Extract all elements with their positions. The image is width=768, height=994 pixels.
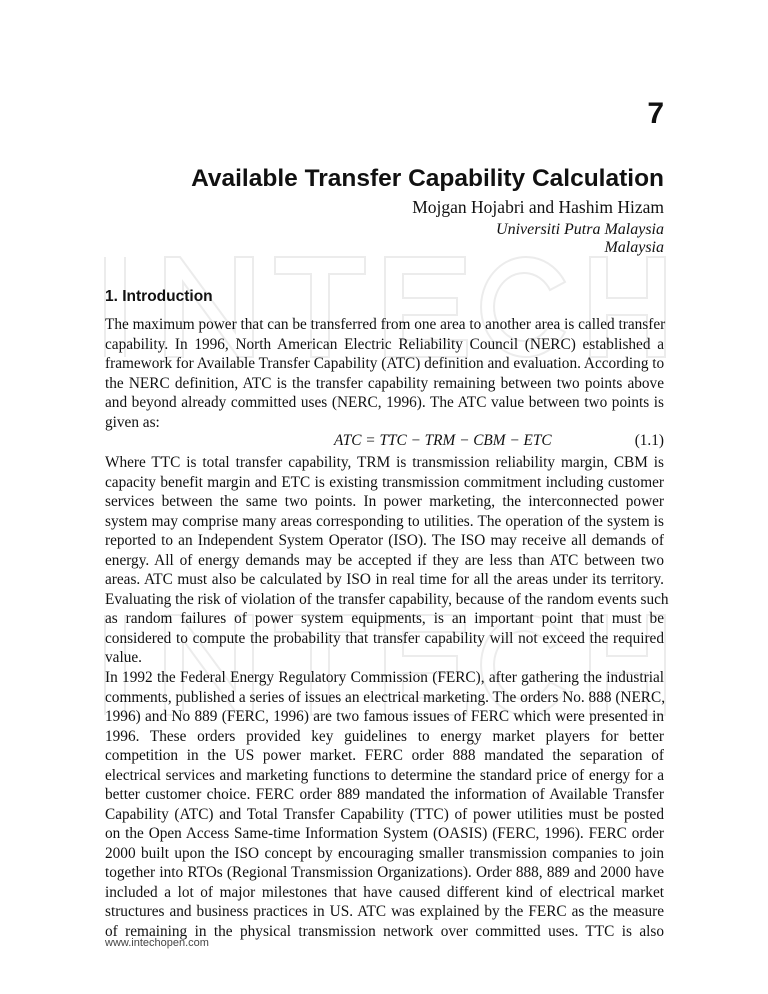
text-line: structures and business practices in US. ATC was explained by the FERC as the measure [105, 903, 664, 920]
text-line: on the Open Access Same-time Information System (OASIS) (FERC, 1996). FERC order [105, 825, 664, 842]
text-line: system may comprise many areas corresponding to utilities. The operation of the system is [105, 512, 664, 530]
text-line: and beyond already committed uses (NERC, 1996). The ATC value between two points is [105, 394, 664, 411]
text-line: considered to compute the probability that transfer capability will not exceed the required [105, 629, 664, 647]
text-line: electrical services and marketing functions to determine the standard price of energy for a [105, 766, 664, 784]
text-line: Where TTC is total transfer capability, TRM is transmission reliability margin, CBM is [105, 454, 664, 471]
text-line: better customer choice. FERC order 889 mandated the information of Available Transfer [105, 786, 664, 803]
text-line: capacity benefit margin and ETC is existing transmission commitment including customer [105, 473, 664, 491]
paragraph-2 [105, 453, 669, 668]
text-line: services between the same two points. In power marketing, the interconnected power [105, 493, 664, 510]
text-line: included a lot of major milestones that have caused different kind of electrical market [105, 883, 664, 901]
authors: Mojgan Hojabri and Hashim Hizam [412, 197, 664, 217]
text-line: 1996. These orders provided key guidelines to energy market players for better [105, 727, 664, 745]
chapter-number: 7 [647, 97, 664, 130]
text-line: 2000 built upon the ISO concept by encouraging smaller transmission companies to join [105, 844, 664, 862]
text-line: of remaining in the physical transmission network over committed uses. TTC is also [105, 922, 664, 940]
text-line: Capability (ATC) and Total Transfer Capability (TTC) of power utilities must be posted [105, 805, 664, 823]
text-line: In 1992 the Federal Energy Regulatory Commission (FERC), after gathering the industrial [105, 669, 664, 686]
footer-url: www.intechopen.com [105, 937, 209, 949]
affiliation-country: Malaysia [604, 239, 664, 256]
text-line: reported to an Independent System Operator (ISO). The ISO may receive all demands of [105, 532, 664, 549]
text-line: 1996) and No 889 (FERC, 1996) are two famous issues of FERC which were presented in [105, 708, 664, 725]
text-line: The maximum power that can be transferred from one area to another area is called transfer [105, 316, 666, 333]
paragraph-3 [105, 668, 664, 941]
affiliation-university: Universiti Putra Malaysia [496, 221, 664, 238]
text-line: the NERC definition, ATC is the transfer capability remaining between two points above [105, 374, 664, 392]
text-line: capability. In 1996, North American Electric Reliability Council (NERC) established a [105, 335, 664, 353]
equation-number: (1.1) [634, 432, 664, 449]
text-line: given as: [105, 413, 160, 431]
text-line: areas. ATC must also be calculated by ISO in real time for all the areas under its territory. [105, 571, 664, 588]
text-line: comments, published a series of issues an electrical marketing. The orders No. 888 (NERC, [105, 688, 666, 706]
equation [105, 431, 664, 450]
text-line: together into RTOs (Regional Transmission Organizations). Order 888, 889 and 2000 have [105, 864, 664, 881]
text-line: as random failures of power system equipments, is an important point that must be [105, 610, 664, 627]
equation-formula: ATC = TTC − TRM − CBM − ETC [334, 432, 552, 449]
paragraph-1 [105, 315, 664, 432]
page-title: Available Transfer Capability Calculation [191, 165, 664, 192]
text-line: Evaluating the risk of violation of the transfer capability, because of the random events such [105, 590, 669, 608]
text-line: framework for Available Transfer Capability (ATC) definition and evaluation. According to [105, 355, 665, 372]
text-line: energy. All of energy demands may be accepted if they are less than ATC between two [105, 551, 664, 569]
section-heading: 1. Introduction [105, 288, 213, 305]
text-line: competition in the US power market. FERC order 888 mandated the separation of [105, 747, 664, 764]
text-line: value. [105, 649, 142, 666]
